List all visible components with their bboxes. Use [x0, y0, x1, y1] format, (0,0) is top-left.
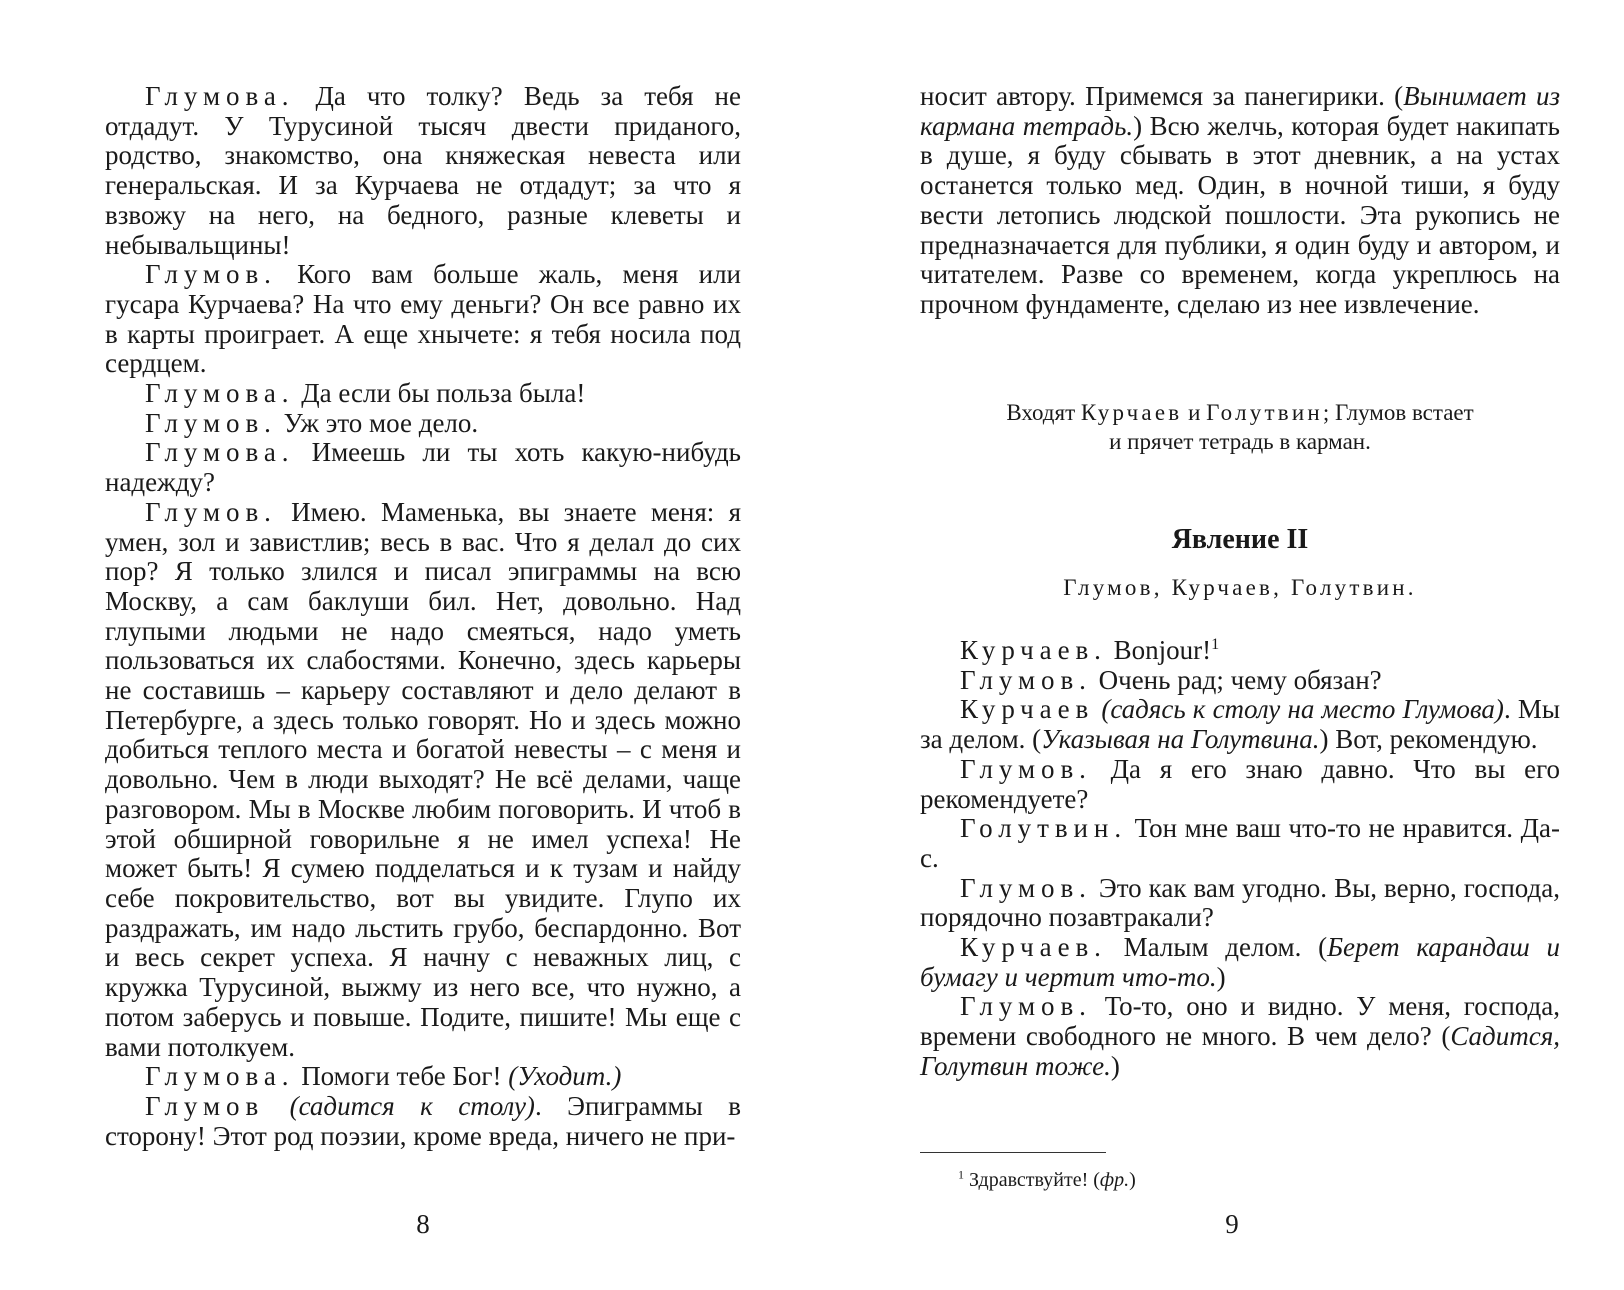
paragraph [105, 1092, 741, 1151]
speaker-name: Глумов. [145, 407, 277, 438]
speech-text: Тон мне ваш что-то не нравится. Да-с. [920, 813, 1560, 873]
speaker-name: Голутвин. [960, 813, 1128, 844]
paragraph [105, 498, 741, 1062]
paragraph [105, 409, 741, 439]
paragraph [105, 1062, 741, 1092]
paragraph [105, 438, 741, 497]
speech-text: Очень рад; чему обязан? [1091, 664, 1382, 695]
stage-name: Голутвин [1206, 400, 1323, 425]
speech-text: ) [1216, 961, 1226, 992]
footnote-close: ) [1129, 1169, 1136, 1191]
footnote-lang: фр. [1099, 1169, 1130, 1191]
speech-text: Уж это мое дело. [276, 407, 479, 438]
stage-text: Входят [1006, 400, 1081, 425]
stage-text: и [1182, 400, 1207, 425]
paragraph [105, 82, 741, 260]
speech-text: Bonjour! [1106, 635, 1212, 665]
speaker-name: Курчаев. [960, 932, 1107, 963]
speaker-name: Глумова. [145, 81, 295, 111]
stage-name: Курчаев [1080, 400, 1183, 425]
stage-direction: Берет карандаш и бумагу и чертит что-то. [920, 932, 1560, 992]
speech-text: Имеешь ли ты хоть какую-нибудь надежду? [105, 437, 741, 498]
speaker-name: Глумов. [960, 991, 1092, 1022]
speech-text: носит автору. Примемся за панегирики. ( [920, 81, 1404, 111]
stage-entry-line-2: и прячет тетрадь в карман. [1109, 429, 1371, 454]
speech-text: ) Вот, рекомендую. [1319, 724, 1538, 755]
speech-text: Помоги тебе Бог! [294, 1061, 509, 1092]
footnote [958, 1168, 1136, 1192]
speech-text: Да я его знаю давно. Что вы его рекомендуете? [920, 753, 1560, 814]
stage-direction: (садясь к столу на место Глумова) [1101, 694, 1504, 725]
speaker-name: Глумов. [145, 259, 277, 290]
page-number: 8 [416, 1209, 430, 1239]
right-page-text [920, 82, 1560, 320]
paragraph [920, 814, 1560, 873]
stage-direction: Указывая на Голутвина. [1041, 724, 1320, 755]
speech-text: Имею. Маменька, вы знаете меня: я умен, зол и завистлив; весь в вас. Что я делал до сих пор? Я только злился и писал эпиграммы на всю Москву, а сам баклуши бил. Нет, довольно. Над глупыми людьми не надо смеяться, надо уметь пользоваться их слабостями. Конечно, здесь карьеры не составишь – карьеру составляют и дело делают в Петербурге, а здесь только говорят. Но и здесь можно добиться теплого места и богатой невесты – с меня и довольно. Чем в люди выходят? Не всё делами, чаще разговором. Мы в Москве любим поговорить. И чтоб в этой обширной говорильне я не имел успеха! Не может быть! Я сумею подделаться и к тузам и найду себе покровительство, вот вы увидите. Глупо их раздражать, им надо льстить грубо, беспардонно. Вот и весь секрет успеха. Я начну с неважных лиц, с кружка Турусиной, выжму из него все, что нужно, а потом заберусь и повыше. Подите, пишите! Мы еще с вами потолкуем. [105, 496, 741, 1062]
scene-heading: Явление II [1171, 524, 1309, 555]
speaker-name: Глумов. [960, 872, 1092, 903]
footnote-marker: 1 [958, 1167, 964, 1182]
paragraph [920, 933, 1560, 992]
paragraph [105, 379, 741, 409]
speaker-name: Глумова. [145, 378, 295, 409]
speech-text: . Мы за делом. ( [920, 694, 1561, 755]
speaker-name: Глумов [145, 1090, 265, 1121]
stage-entry-line-1 [920, 398, 1560, 427]
stage-direction: Вынимает из кармана тетрадь. [920, 81, 1560, 141]
paragraph [920, 992, 1560, 1081]
speech-text: То-то, оно и видно. У меня, господа, времени свободного не много. В чем дело? ( [920, 991, 1560, 1052]
speech-text: ) Всю желчь, которая будет накипать в душе, я буду сбывать в этот дневник, а на устах останется только мед. Один, в ночной тиши, я буду вести летопись людской пошлости. Эта рукопись не предназначается для публики, я один буду и автором, и читателем. Разве со временем, когда укреплюсь на прочном фундаменте, сделаю из нее извлечение. [920, 110, 1560, 319]
paragraph [920, 636, 1560, 666]
speaker-name: Курчаев [960, 694, 1095, 725]
paragraph [920, 666, 1560, 696]
speaker-name: Глумов. [960, 664, 1092, 695]
footnote-text: Здравствуйте! ( [964, 1169, 1100, 1191]
speaker-name: Глумов. [960, 753, 1092, 784]
speech-text: Кого вам больше жаль, меня или гусара Курчаева? На что ему деньги? Он все равно их в карты проиграет. А еще хнычете: я тебя носила под сердцем. [105, 259, 741, 379]
paragraph [920, 695, 1560, 754]
paragraph [920, 755, 1560, 814]
right-page [920, 0, 1560, 1290]
stage-direction: (Уходит.) [508, 1061, 622, 1092]
speaker-name: Глумова. [145, 437, 295, 468]
scene-dialogue [920, 636, 1560, 1082]
speaker-name: Глумова. [145, 1061, 295, 1092]
footnote-marker: 1 [1211, 635, 1220, 653]
speech-text: ) [1110, 1050, 1120, 1081]
left-page [105, 0, 741, 1290]
page-number: 9 [1225, 1209, 1239, 1239]
stage-direction: Садится, Голутвин тоже. [920, 1021, 1560, 1081]
speech-text: . Эпиграммы в сторону! Этот род поэзии, кроме вреда, ничего не при- [105, 1090, 741, 1151]
speech-text: Да если бы польза была! [294, 378, 586, 409]
paragraph [920, 874, 1560, 933]
continuation-paragraph [920, 82, 1560, 320]
stage-direction: (садится к столу) [289, 1090, 535, 1121]
stage-entry [920, 398, 1560, 456]
scene-cast: Глумов, Курчаев, Голутвин. [1063, 575, 1417, 600]
speaker-name: Глумов. [145, 496, 277, 527]
speech-text: Малым делом. ( [1106, 932, 1328, 963]
left-page-text [105, 82, 741, 1151]
paragraph [105, 260, 741, 379]
speaker-name: Курчаев. [960, 635, 1107, 665]
footnote-divider [920, 1152, 1106, 1153]
speech-text: Это как вам угодно. Вы, верно, господа, порядочно позавтракали? [920, 872, 1560, 933]
stage-text: ; Глумов встает [1322, 400, 1474, 425]
speech-text: Да что толку? Ведь за тебя не отдадут. У Турусиной тысяч двести приданого, родство, знакомство, она княжеская невеста или генеральская. И за Курчаева не отдадут; за что я взвожу на него, на бедного, разные клеветы и небывальщины! [105, 81, 741, 260]
